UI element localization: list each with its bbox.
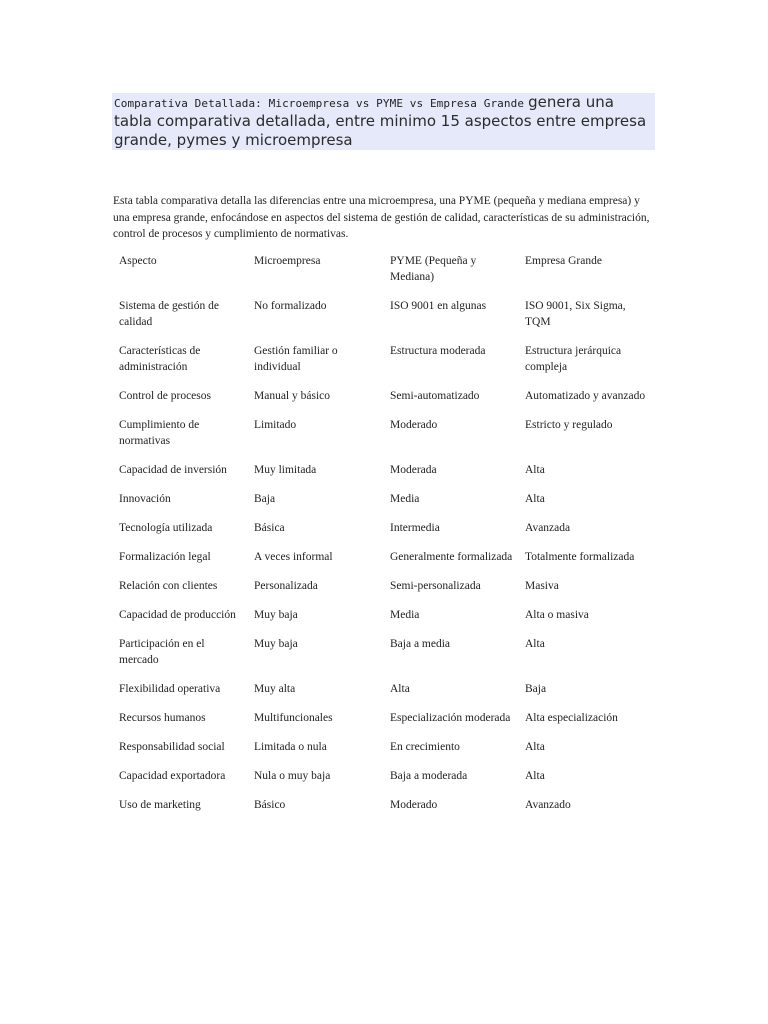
cell-aspect: Características de administración — [119, 345, 201, 373]
table-body — [113, 293, 658, 821]
table-row — [113, 602, 658, 631]
cell-aspect: Flexibilidad operativa — [119, 683, 221, 695]
intro-paragraph: Esta tabla comparativa detalla las diferencias entre una microempresa, una PYME (pequeña y mediana empresa) y una empresa grande, enfocándose en aspectos del sistema de gestión de calidad, características de su administración, control de procesos y cumplimiento de normativas. — [113, 195, 650, 240]
table-row — [113, 457, 658, 486]
cell-pyme: Estructura moderada — [390, 345, 486, 357]
cell-microempresa: Nula o muy baja — [254, 770, 331, 782]
cell-empresa-grande: Alta especialización — [525, 712, 618, 724]
cell-aspect: Participación en el mercado — [119, 638, 205, 666]
cell-microempresa: Básico — [254, 799, 286, 811]
cell-empresa-grande: Alta — [525, 638, 545, 650]
table-header — [113, 248, 658, 293]
cell-aspect: Capacidad de producción — [119, 609, 236, 621]
header-microempresa: Microempresa — [254, 255, 321, 267]
cell-aspect: Responsabilidad social — [119, 741, 225, 753]
cell-microempresa: No formalizado — [254, 300, 327, 312]
table-row — [113, 486, 658, 515]
cell-empresa-grande: Masiva — [525, 580, 559, 592]
table-row — [113, 515, 658, 544]
table-row — [113, 383, 658, 412]
cell-empresa-grande: Alta — [525, 493, 545, 505]
table-row — [113, 544, 658, 573]
table-row — [113, 412, 658, 457]
cell-aspect: Cumplimiento de normativas — [119, 419, 200, 447]
table-row — [113, 792, 658, 821]
cell-aspect: Control de procesos — [119, 390, 211, 402]
cell-aspect: Innovación — [119, 493, 171, 505]
cell-pyme: Especialización moderada — [390, 712, 511, 724]
cell-microempresa: Muy baja — [254, 609, 298, 621]
cell-pyme: Baja a media — [390, 638, 451, 650]
cell-empresa-grande: Baja — [525, 683, 547, 695]
cell-pyme: Alta — [390, 683, 410, 695]
cell-empresa-grande: Avanzado — [525, 799, 571, 811]
cell-empresa-grande: Estructura jerárquica compleja — [525, 345, 622, 373]
cell-aspect: Capacidad exportadora — [119, 770, 226, 782]
cell-empresa-grande: Totalmente formalizada — [525, 551, 635, 563]
table-header-row — [113, 248, 658, 293]
cell-pyme: Semi-automatizado — [390, 390, 480, 402]
cell-empresa-grande: Alta o masiva — [525, 609, 589, 621]
title-mono-text: Comparativa Detallada: Microempresa vs PYME vs Empresa Grande — [114, 97, 525, 110]
table-row — [113, 676, 658, 705]
cell-pyme: Media — [390, 493, 420, 505]
title-prompt-text: genera una tabla comparativa detallada, entre minimo 15 aspectos entre empresa grande, pymes y microempresa — [114, 93, 647, 149]
cell-aspect: Capacidad de inversión — [119, 464, 227, 476]
cell-aspect: Relación con clientes — [119, 580, 218, 592]
cell-microempresa: Limitado — [254, 419, 297, 431]
cell-microempresa: Gestión familiar o individual — [254, 345, 338, 373]
cell-microempresa: Muy baja — [254, 638, 298, 650]
table-row — [113, 573, 658, 602]
cell-pyme: En crecimiento — [390, 741, 460, 753]
table-row — [113, 631, 658, 676]
cell-pyme: Media — [390, 609, 420, 621]
cell-microempresa: Personalizada — [254, 580, 318, 592]
cell-empresa-grande: Automatizado y avanzado — [525, 390, 646, 402]
cell-pyme: Intermedia — [390, 522, 440, 534]
cell-microempresa: A veces informal — [254, 551, 333, 563]
cell-microempresa: Multifuncionales — [254, 712, 333, 724]
cell-aspect: Recursos humanos — [119, 712, 206, 724]
table-row — [113, 734, 658, 763]
cell-pyme: Moderada — [390, 464, 437, 476]
cell-pyme: ISO 9001 en algunas — [390, 300, 487, 312]
cell-microempresa: Básica — [254, 522, 285, 534]
cell-empresa-grande: Alta — [525, 770, 545, 782]
cell-pyme: Generalmente formalizada — [390, 551, 513, 563]
cell-microempresa: Baja — [254, 493, 276, 505]
cell-pyme: Moderado — [390, 419, 438, 431]
cell-microempresa: Muy limitada — [254, 464, 317, 476]
header-aspecto: Aspecto — [119, 255, 157, 267]
header-empresa-grande: Empresa Grande — [525, 255, 602, 267]
header-pyme: PYME (Pequeña y Mediana) — [390, 255, 477, 283]
cell-empresa-grande: Alta — [525, 741, 545, 753]
table-row — [113, 763, 658, 792]
cell-empresa-grande: Alta — [525, 464, 545, 476]
cell-aspect: Formalización legal — [119, 551, 211, 563]
cell-empresa-grande: ISO 9001, Six Sigma, TQM — [525, 300, 626, 328]
cell-pyme: Semi-personalizada — [390, 580, 481, 592]
comparison-table — [113, 248, 658, 821]
table-row — [113, 293, 658, 338]
cell-aspect: Uso de marketing — [119, 799, 201, 811]
cell-aspect: Tecnología utilizada — [119, 522, 213, 534]
cell-microempresa: Muy alta — [254, 683, 296, 695]
cell-empresa-grande: Avanzada — [525, 522, 571, 534]
highlighted-title — [112, 93, 655, 150]
cell-aspect: Sistema de gestión de calidad — [119, 300, 219, 328]
cell-microempresa: Limitada o nula — [254, 741, 327, 753]
table-row — [113, 705, 658, 734]
table-row — [113, 338, 658, 383]
cell-microempresa: Manual y básico — [254, 390, 331, 402]
cell-pyme: Baja a moderada — [390, 770, 468, 782]
cell-empresa-grande: Estricto y regulado — [525, 419, 613, 431]
cell-pyme: Moderado — [390, 799, 438, 811]
